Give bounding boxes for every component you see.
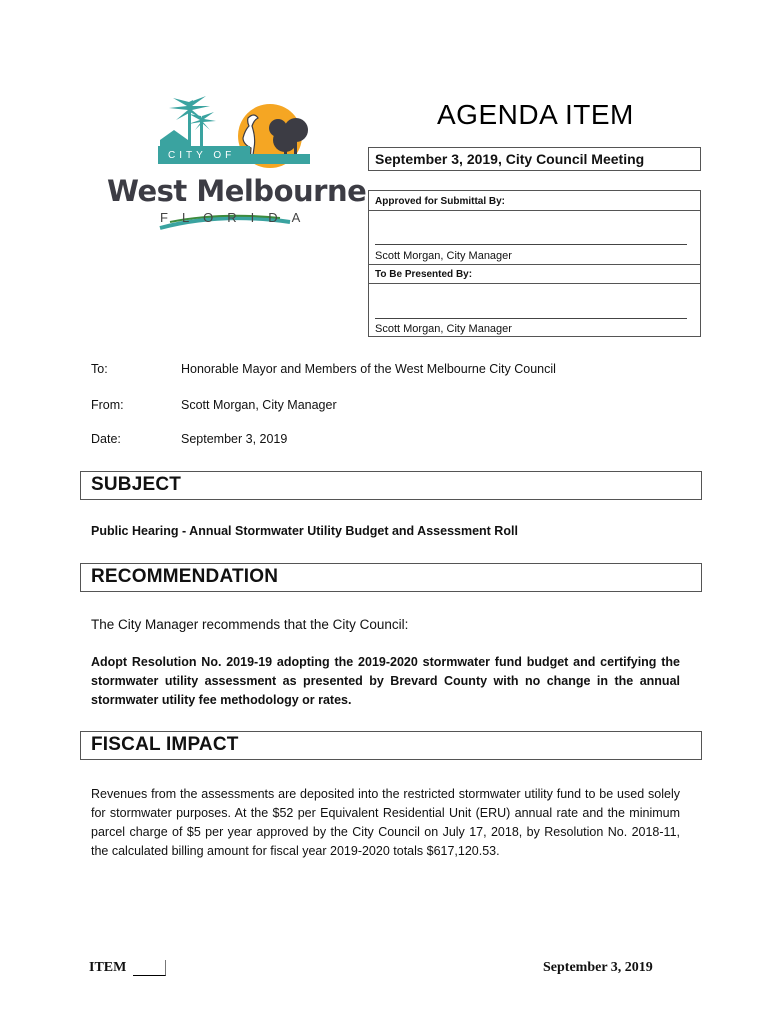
presented-signature-line[interactable] (375, 318, 687, 319)
divider (368, 210, 701, 211)
date-value: September 3, 2019 (181, 432, 288, 446)
agenda-title: AGENDA ITEM (437, 99, 634, 130)
logo-city-of: CITY OF (168, 150, 236, 161)
approved-signature-line[interactable] (375, 244, 687, 245)
logo-state: FLORIDA (160, 210, 315, 225)
logo-title: West Melbourne (107, 174, 367, 208)
to-label: To: (91, 362, 108, 376)
presented-label: To Be Presented By: (375, 269, 473, 280)
footer-item-number-field[interactable] (133, 960, 166, 976)
date-label: Date: (91, 432, 121, 446)
fiscal-heading: FISCAL IMPACT (91, 734, 239, 755)
approved-label: Approved for Submittal By: (375, 196, 506, 207)
recommendation-text: Adopt Resolution No. 2019-19 adopting the 2019-2020 stormwater fund budget and certifying the stormwater utility assessment as presented by Brevard County with no change in the annual stormwater utility fee methodology or rates. (91, 655, 680, 707)
presented-name: Scott Morgan, City Manager (375, 323, 512, 335)
footer-item-label: ITEM (89, 960, 127, 975)
recommendation-heading: RECOMMENDATION (91, 566, 279, 587)
subject-heading: SUBJECT (91, 474, 182, 495)
to-value: Honorable Mayor and Members of the West Melbourne City Council (181, 362, 556, 376)
footer-date: September 3, 2019 (543, 960, 653, 975)
divider (368, 283, 701, 284)
meeting-label: September 3, 2019, City Council Meeting (375, 151, 645, 167)
approved-name: Scott Morgan, City Manager (375, 250, 512, 262)
recommendation-intro: The City Manager recommends that the City Council: (91, 617, 409, 632)
fiscal-text: Revenues from the assessments are deposited into the restricted stormwater utility fund to be used solely for stormwater purposes. At the $52 per Equivalent Residential Unit (ERU) annual rate and the minimum parcel charge of $5 per year approved by the City Council on July 17, 2018, by Resolution No. 2018-11, the calculated billing amount for fiscal year 2019-2020 totals $617,120.53. (91, 787, 680, 858)
from-value: Scott Morgan, City Manager (181, 398, 337, 412)
from-label: From: (91, 398, 124, 412)
subject-text: Public Hearing - Annual Stormwater Utility Budget and Assessment Roll (91, 524, 518, 538)
divider (368, 264, 701, 265)
